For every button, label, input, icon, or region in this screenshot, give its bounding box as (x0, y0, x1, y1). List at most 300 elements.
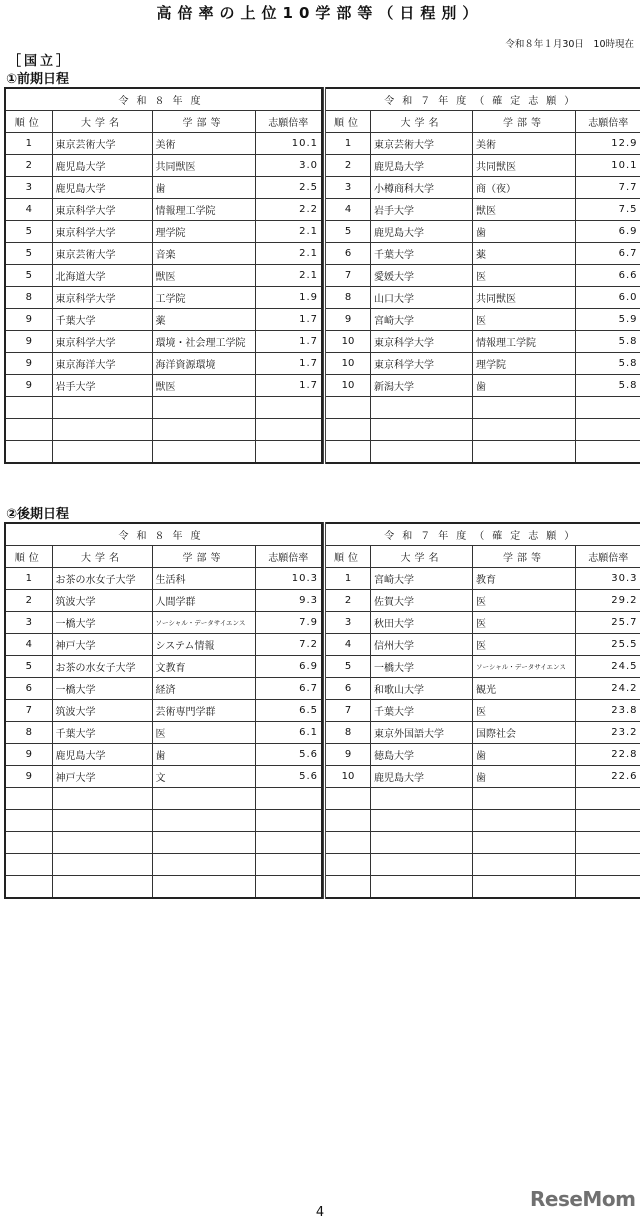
table-previous-year (323, 87, 640, 464)
table-row (5, 634, 322, 656)
rate-cell: 5.9 (576, 309, 640, 331)
university-cell: 一橋大学 (52, 612, 152, 634)
faculty-cell: 芸術専門学群 (152, 700, 255, 722)
rate-cell: 1.7 (255, 331, 322, 353)
rate-cell: 1.7 (255, 353, 322, 375)
rank-cell: 8 (325, 287, 371, 309)
university-cell: 北海道大学 (52, 265, 152, 287)
page-number: 4 (315, 1205, 325, 1220)
col-header-rate: 志願倍率 (255, 111, 322, 133)
table-row (325, 788, 640, 810)
rate-cell (576, 810, 640, 832)
resemom-logo: ReseMom (530, 1187, 636, 1211)
table-row (5, 375, 322, 397)
rank-cell: 5 (5, 265, 52, 287)
university-cell: 和歌山大学 (371, 678, 473, 700)
faculty-cell: 歯 (473, 744, 576, 766)
rank-cell: 9 (325, 744, 371, 766)
col-header-university: 大学名 (52, 111, 152, 133)
col-header-faculty: 学部等 (152, 546, 255, 568)
university-cell: 千葉大学 (52, 309, 152, 331)
university-cell: 一橋大学 (371, 656, 473, 678)
faculty-cell: 生活科 (152, 568, 255, 590)
university-cell (52, 441, 152, 464)
table-row (325, 810, 640, 832)
university-cell: 東京海洋大学 (52, 353, 152, 375)
table-row (5, 832, 322, 854)
rank-cell: 2 (5, 590, 52, 612)
rate-cell: 1.7 (255, 309, 322, 331)
university-cell (52, 876, 152, 899)
university-cell: 宮崎大学 (371, 568, 473, 590)
university-cell (371, 832, 473, 854)
table-row (325, 612, 640, 634)
rate-cell: 22.6 (576, 766, 640, 788)
rank-cell: 10 (325, 353, 371, 375)
rank-cell: 7 (325, 265, 371, 287)
table-row (325, 722, 640, 744)
rate-cell: 5.8 (576, 375, 640, 397)
rank-cell: 10 (325, 766, 371, 788)
university-cell (371, 810, 473, 832)
rate-cell: 5.8 (576, 331, 640, 353)
table-current-year (4, 522, 323, 899)
rank-cell (325, 419, 371, 441)
university-cell: 東京外国語大学 (371, 722, 473, 744)
rank-cell (5, 854, 52, 876)
rate-cell: 6.1 (255, 722, 322, 744)
faculty-cell: 美術 (152, 133, 255, 155)
rank-cell: 9 (5, 744, 52, 766)
table-row (325, 656, 640, 678)
university-cell: 鹿児島大学 (371, 155, 473, 177)
rate-cell (576, 854, 640, 876)
university-cell (371, 397, 473, 419)
table-row (5, 287, 322, 309)
table-row (5, 419, 322, 441)
university-cell: 鹿児島大学 (52, 177, 152, 199)
rank-cell (325, 854, 371, 876)
rank-cell: 6 (325, 243, 371, 265)
rank-cell (325, 441, 371, 464)
col-header-rank: 順位 (325, 546, 371, 568)
faculty-cell (473, 788, 576, 810)
rank-cell: 8 (325, 722, 371, 744)
rank-cell (5, 441, 52, 464)
rank-cell: 6 (5, 678, 52, 700)
table-row (5, 766, 322, 788)
section-title-early: ①前期日程 (6, 72, 70, 87)
rate-cell (255, 810, 322, 832)
university-cell: 山口大学 (371, 287, 473, 309)
university-cell (52, 810, 152, 832)
faculty-cell: 医 (473, 634, 576, 656)
table-row (5, 331, 322, 353)
faculty-cell: 教育 (473, 568, 576, 590)
rank-cell: 4 (325, 199, 371, 221)
rank-cell (325, 810, 371, 832)
faculty-cell (473, 832, 576, 854)
rate-cell (255, 876, 322, 899)
university-cell: お茶の水女子大学 (52, 656, 152, 678)
faculty-cell: 歯 (473, 766, 576, 788)
col-header-faculty: 学部等 (473, 546, 576, 568)
rank-cell: 9 (5, 353, 52, 375)
col-header-rank: 順位 (5, 111, 52, 133)
table-row (5, 810, 322, 832)
rate-cell: 10.1 (576, 155, 640, 177)
table-row (5, 353, 322, 375)
table-row (325, 199, 640, 221)
faculty-cell: 文教育 (152, 656, 255, 678)
category-label: ［国立］ (8, 54, 73, 69)
university-cell (52, 832, 152, 854)
table-previous-year (323, 522, 640, 899)
rank-cell (5, 419, 52, 441)
rate-cell: 9.3 (255, 590, 322, 612)
faculty-cell (152, 832, 255, 854)
faculty-cell: 商（夜） (473, 177, 576, 199)
university-cell: 神戸大学 (52, 766, 152, 788)
section-title-late: ②後期日程 (6, 507, 70, 522)
rate-cell: 25.5 (576, 634, 640, 656)
rank-cell: 9 (325, 309, 371, 331)
faculty-cell: 医 (473, 590, 576, 612)
faculty-cell (152, 788, 255, 810)
rank-cell (5, 397, 52, 419)
faculty-cell: 環境・社会理工学院 (152, 331, 255, 353)
university-cell: 信州大学 (371, 634, 473, 656)
year-header: 令和８年度 (5, 523, 322, 546)
rate-cell: 1.9 (255, 287, 322, 309)
faculty-cell: 獣医 (152, 375, 255, 397)
university-cell: 岩手大学 (52, 375, 152, 397)
faculty-cell: 共同獣医 (473, 155, 576, 177)
university-cell: 愛媛大学 (371, 265, 473, 287)
table-row (325, 832, 640, 854)
table-row (325, 744, 640, 766)
ranking-tables-early (4, 87, 638, 464)
rate-cell: 2.5 (255, 177, 322, 199)
faculty-cell: 理学院 (473, 353, 576, 375)
rate-cell: 24.2 (576, 678, 640, 700)
table-row (5, 155, 322, 177)
table-row (5, 700, 322, 722)
rank-cell: 4 (325, 634, 371, 656)
university-cell: 岩手大学 (371, 199, 473, 221)
col-header-faculty: 学部等 (473, 111, 576, 133)
page-title: 高倍率の上位10学部等（日程別） (156, 4, 484, 22)
university-cell: 鹿児島大学 (52, 744, 152, 766)
faculty-cell: 情報理工学院 (152, 199, 255, 221)
rank-cell (325, 788, 371, 810)
rate-cell: 1.7 (255, 375, 322, 397)
rank-cell: 9 (5, 766, 52, 788)
faculty-cell: ソーシャル・データサイエンス (152, 612, 255, 634)
table-row (325, 876, 640, 899)
university-cell (371, 419, 473, 441)
university-cell: 東京芸術大学 (52, 133, 152, 155)
university-cell (52, 854, 152, 876)
faculty-cell: 美術 (473, 133, 576, 155)
rank-cell: 5 (5, 656, 52, 678)
rate-cell: 30.3 (576, 568, 640, 590)
rate-cell: 6.9 (576, 221, 640, 243)
ranking-tables-late (4, 522, 638, 899)
table-row (5, 265, 322, 287)
rate-cell: 6.9 (255, 656, 322, 678)
table-row (325, 133, 640, 155)
faculty-cell: 経済 (152, 678, 255, 700)
faculty-cell: 観光 (473, 678, 576, 700)
university-cell: 東京芸術大学 (52, 243, 152, 265)
rank-cell (5, 832, 52, 854)
table-row (325, 854, 640, 876)
faculty-cell: 獣医 (152, 265, 255, 287)
col-header-faculty: 学部等 (152, 111, 255, 133)
rate-cell: 24.5 (576, 656, 640, 678)
faculty-cell: 歯 (473, 375, 576, 397)
table-row (5, 199, 322, 221)
rate-cell (576, 397, 640, 419)
rate-cell (576, 788, 640, 810)
rate-cell: 12.9 (576, 133, 640, 155)
table-row (5, 568, 322, 590)
table-row (325, 375, 640, 397)
faculty-cell: 文 (152, 766, 255, 788)
table-row (5, 656, 322, 678)
rate-cell: 5.6 (255, 766, 322, 788)
university-cell: 千葉大学 (371, 243, 473, 265)
university-cell: 秋田大学 (371, 612, 473, 634)
rate-cell: 5.6 (255, 744, 322, 766)
rate-cell: 7.9 (255, 612, 322, 634)
rate-cell: 6.6 (576, 265, 640, 287)
faculty-cell: 音楽 (152, 243, 255, 265)
table-row (325, 700, 640, 722)
table-row (325, 634, 640, 656)
rate-cell (576, 876, 640, 899)
col-header-university: 大学名 (371, 111, 473, 133)
col-header-rate: 志願倍率 (576, 546, 640, 568)
rate-cell: 2.1 (255, 221, 322, 243)
faculty-cell: システム情報 (152, 634, 255, 656)
university-cell: 千葉大学 (52, 722, 152, 744)
rate-cell: 7.7 (576, 177, 640, 199)
rate-cell (255, 832, 322, 854)
table-row (325, 331, 640, 353)
university-cell: 一橋大学 (52, 678, 152, 700)
table-row (5, 590, 322, 612)
rank-cell: 1 (5, 568, 52, 590)
table-row (325, 155, 640, 177)
university-cell: 鹿児島大学 (371, 221, 473, 243)
faculty-cell: 医 (473, 612, 576, 634)
table-row (325, 590, 640, 612)
faculty-cell (473, 397, 576, 419)
rate-cell: 7.5 (576, 199, 640, 221)
rate-cell: 22.8 (576, 744, 640, 766)
as-of-timestamp: 令和８年１月30日 10時現在 (505, 39, 634, 50)
rank-cell (325, 397, 371, 419)
table-row (325, 221, 640, 243)
university-cell: お茶の水女子大学 (52, 568, 152, 590)
rate-cell (255, 397, 322, 419)
faculty-cell: 医 (473, 309, 576, 331)
university-cell: 鹿児島大学 (371, 766, 473, 788)
year-header: 令和８年度 (5, 88, 322, 111)
rank-cell: 5 (325, 221, 371, 243)
university-cell: 小樽商科大学 (371, 177, 473, 199)
table-row (325, 353, 640, 375)
table-row (325, 177, 640, 199)
rank-cell (5, 810, 52, 832)
rank-cell: 10 (325, 331, 371, 353)
table-row (5, 788, 322, 810)
table-row (325, 397, 640, 419)
col-header-rank: 順位 (325, 111, 371, 133)
rate-cell: 6.7 (576, 243, 640, 265)
table-row (5, 243, 322, 265)
university-cell: 千葉大学 (371, 700, 473, 722)
rate-cell (255, 441, 322, 464)
table-row (325, 243, 640, 265)
university-cell: 佐賀大学 (371, 590, 473, 612)
table-row (325, 265, 640, 287)
faculty-cell (473, 810, 576, 832)
university-cell: 宮崎大学 (371, 309, 473, 331)
faculty-cell: 人間学群 (152, 590, 255, 612)
rank-cell: 8 (5, 722, 52, 744)
university-cell: 鹿児島大学 (52, 155, 152, 177)
rank-cell: 3 (5, 612, 52, 634)
university-cell (52, 788, 152, 810)
col-header-rank: 順位 (5, 546, 52, 568)
rate-cell: 23.8 (576, 700, 640, 722)
faculty-cell (152, 810, 255, 832)
rate-cell: 6.7 (255, 678, 322, 700)
faculty-cell (152, 397, 255, 419)
rate-cell (576, 419, 640, 441)
rate-cell (255, 788, 322, 810)
faculty-cell: 歯 (152, 177, 255, 199)
rank-cell: 3 (5, 177, 52, 199)
rank-cell: 3 (325, 612, 371, 634)
university-cell (371, 876, 473, 899)
table-row (5, 221, 322, 243)
faculty-cell: 医 (152, 722, 255, 744)
faculty-cell (473, 854, 576, 876)
faculty-cell: 工学院 (152, 287, 255, 309)
university-cell (371, 788, 473, 810)
rank-cell: 1 (325, 568, 371, 590)
rank-cell: 10 (325, 375, 371, 397)
university-cell (371, 441, 473, 464)
university-cell: 東京科学大学 (52, 287, 152, 309)
rank-cell: 2 (325, 155, 371, 177)
table-row (325, 309, 640, 331)
rate-cell: 6.5 (255, 700, 322, 722)
faculty-cell (152, 441, 255, 464)
faculty-cell: 理学院 (152, 221, 255, 243)
faculty-cell: 医 (473, 265, 576, 287)
faculty-cell: 共同獣医 (473, 287, 576, 309)
rate-cell: 7.2 (255, 634, 322, 656)
rate-cell: 5.8 (576, 353, 640, 375)
faculty-cell (152, 854, 255, 876)
table-row (5, 722, 322, 744)
university-cell (371, 854, 473, 876)
rate-cell: 23.2 (576, 722, 640, 744)
faculty-cell: ソーシャル・データサイエンス (473, 656, 576, 678)
table-row (5, 876, 322, 899)
table-row (325, 441, 640, 464)
rate-cell (576, 441, 640, 464)
col-header-rate: 志願倍率 (255, 546, 322, 568)
table-row (325, 766, 640, 788)
col-header-university: 大学名 (52, 546, 152, 568)
table-row (5, 612, 322, 634)
rank-cell (5, 876, 52, 899)
col-header-rate: 志願倍率 (576, 111, 640, 133)
university-cell (52, 419, 152, 441)
table-row (325, 419, 640, 441)
university-cell: 筑波大学 (52, 700, 152, 722)
faculty-cell: 医 (473, 700, 576, 722)
col-header-university: 大学名 (371, 546, 473, 568)
table-row (5, 678, 322, 700)
rank-cell: 3 (325, 177, 371, 199)
rank-cell: 5 (325, 656, 371, 678)
rank-cell: 8 (5, 287, 52, 309)
table-row (5, 854, 322, 876)
rank-cell (325, 832, 371, 854)
faculty-cell: 薬 (473, 243, 576, 265)
faculty-cell (473, 419, 576, 441)
table-row (5, 744, 322, 766)
faculty-cell: 海洋資源環境 (152, 353, 255, 375)
rate-cell: 2.1 (255, 243, 322, 265)
faculty-cell (473, 876, 576, 899)
rate-cell: 2.2 (255, 199, 322, 221)
rank-cell: 9 (5, 309, 52, 331)
rate-cell (255, 854, 322, 876)
faculty-cell: 国際社会 (473, 722, 576, 744)
faculty-cell (473, 441, 576, 464)
rank-cell: 4 (5, 199, 52, 221)
table-row (5, 133, 322, 155)
rank-cell (5, 788, 52, 810)
rate-cell (255, 419, 322, 441)
table-row (5, 441, 322, 464)
table-row (325, 287, 640, 309)
rate-cell: 6.0 (576, 287, 640, 309)
rate-cell: 25.7 (576, 612, 640, 634)
rank-cell: 7 (325, 700, 371, 722)
university-cell: 徳島大学 (371, 744, 473, 766)
rate-cell (576, 832, 640, 854)
rank-cell: 2 (325, 590, 371, 612)
university-cell (52, 397, 152, 419)
university-cell: 新潟大学 (371, 375, 473, 397)
table-row (5, 177, 322, 199)
faculty-cell: 獣医 (473, 199, 576, 221)
faculty-cell: 共同獣医 (152, 155, 255, 177)
university-cell: 東京科学大学 (52, 199, 152, 221)
rate-cell: 10.1 (255, 133, 322, 155)
university-cell: 筑波大学 (52, 590, 152, 612)
faculty-cell: 歯 (473, 221, 576, 243)
